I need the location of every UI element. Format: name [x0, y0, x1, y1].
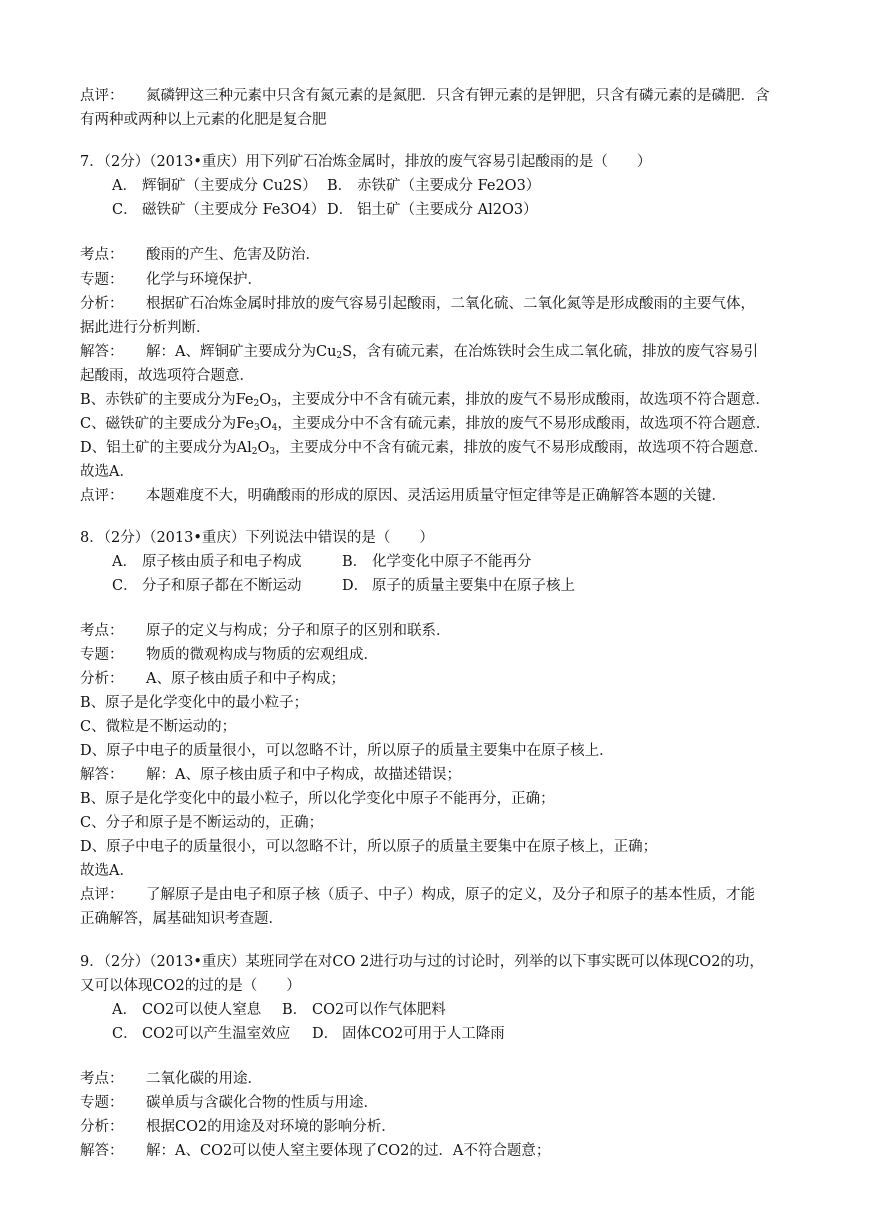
option-text: CO2可以作气体肥料	[312, 1002, 446, 1018]
zhuanti-row	[80, 270, 262, 290]
jieda-text: 解：A、CO2可以使人窒主要体现了CO2的过．A不符合题意；	[146, 1143, 551, 1159]
jieda-text: 解：A、辉铜矿主要成分为Cu	[146, 344, 337, 360]
option-text: 辉铜矿（主要成分 Cu2S）	[142, 178, 317, 194]
jieda-text: 起酸雨，故选项符合题意．	[80, 368, 254, 384]
fenxi-text: D、原子中电子的质量很小，可以忽略不计，所以原子的质量主要集中在原子核上．	[80, 743, 614, 759]
section-label: 分析：	[80, 671, 124, 687]
option-text: 铝土矿（主要成分 Al2O3）	[357, 202, 538, 218]
option-text: 原子核由质子和电子构成	[142, 554, 302, 570]
zhuanti-row	[80, 645, 378, 665]
section-label: 点评：	[80, 887, 124, 903]
subscript: 2	[251, 447, 258, 457]
fenxi-text: 据此进行分析判断．	[80, 320, 211, 336]
option-text: 赤铁矿（主要成分 Fe2O3）	[357, 178, 541, 194]
section-label: 专题：	[80, 1095, 124, 1111]
jieda-line	[80, 414, 770, 434]
fenxi-text: B、原子是化学变化中的最小粒子；	[80, 695, 309, 711]
jieda-text: O	[257, 440, 270, 456]
jieda-text: ，主要成分中不含有硫元素，排放的废气不易形成酸雨，故选项不符合题意．	[275, 440, 769, 456]
jieda-text: B、赤铁矿的主要成分为Fe	[80, 392, 254, 408]
dianping-row	[80, 885, 755, 905]
subscript: 2	[253, 399, 260, 409]
dianping-text: 本题难度不大，明确酸雨的形成的原因、灵活运用质量守恒定律等是正确解答本题的关键．	[146, 488, 726, 504]
section-label: 专题：	[80, 647, 124, 663]
option-text: CO2可以使人窒息	[142, 1002, 262, 1018]
option-letter: A．	[112, 178, 137, 194]
jieda-text: ，主要成分中不含有硫元素，排放的废气不易形成酸雨，故选项不符合题意．	[277, 416, 771, 432]
option-letter: D．	[327, 202, 354, 218]
option-letter: D．	[342, 578, 369, 594]
dianping-row	[80, 486, 726, 506]
section-label: 解答：	[80, 767, 124, 783]
zhuanti-text: 化学与环境保护．	[146, 272, 262, 288]
section-label: 考点：	[80, 247, 124, 263]
option-text: CO2可以产生温室效应	[142, 1026, 291, 1042]
jieda-text: D、原子中电子的质量很小，可以忽略不计，所以原子的质量主要集中在原子核上，正确；	[80, 839, 658, 855]
jieda-row	[80, 342, 758, 362]
jieda-text: C、磁铁矿的主要成分为Fe	[80, 416, 254, 432]
option-row	[112, 176, 540, 196]
zhuanti-text: 碳单质与含碳化合物的性质与用途．	[146, 1095, 378, 1111]
subscript: 3	[253, 423, 260, 433]
option-letter: D．	[312, 1026, 339, 1042]
option-text: 原子的质量主要集中在原子核上	[372, 578, 575, 594]
option-letter: C．	[112, 202, 138, 218]
answer-line: 故选A．	[80, 863, 134, 879]
option-text: 固体CO2可用于人工降雨	[342, 1026, 505, 1042]
kaodian-row	[80, 1069, 262, 1089]
option-row	[112, 576, 575, 596]
option-text: 化学变化中原子不能再分	[372, 554, 532, 570]
section-label: 解答：	[80, 1143, 124, 1159]
option-row	[112, 1024, 505, 1044]
section-label: 考点：	[80, 1071, 124, 1087]
subscript: 4	[271, 423, 278, 433]
jieda-text: C、分子和原子是不断运动的，正确；	[80, 815, 324, 831]
option-text: 分子和原子都在不断运动	[142, 578, 302, 594]
option-letter: B．	[342, 554, 368, 570]
option-letter: B．	[282, 1002, 308, 1018]
fenxi-row	[80, 669, 345, 689]
zhuanti-text: 物质的微观构成与物质的宏观组成．	[146, 647, 378, 663]
jieda-row	[80, 1141, 550, 1161]
jieda-text: S，含有硫元素，在冶炼铁时会生成二氧化硫，排放的废气容易引	[342, 344, 759, 360]
jieda-text: 解：A、原子核由质子和中子构成，故描述错误；	[146, 767, 461, 783]
fenxi-row	[80, 294, 755, 314]
kaodian-text: 二氧化碳的用途．	[146, 1071, 262, 1087]
kaodian-text: 酸雨的产生、危害及防治．	[146, 247, 320, 263]
comment-text: 氮磷钾这三种元素中只含有氮元素的是氮肥．只含有钾元素的是钾肥，只含有磷元素的是磷肥．含	[146, 88, 770, 104]
dianping-text: 了解原子是由电子和原子核（质子、中子）构成，原子的定义，及分子和原子的基本性质，才能	[146, 887, 755, 903]
fenxi-row	[80, 1117, 396, 1137]
kaodian-row	[80, 245, 320, 265]
jieda-text: O	[259, 392, 272, 408]
section-label: 分析：	[80, 296, 124, 312]
dianping-text: 正确解答，属基础知识考查题．	[80, 911, 283, 927]
fenxi-text: 根据矿石冶炼金属时排放的废气容易引起酸雨，二氧化硫、二氧化氮等是形成酸雨的主要气体，	[146, 296, 755, 312]
comment-text: 有两种或两种以上元素的化肥是复合肥	[80, 112, 327, 128]
question-stem: 又可以体现CO2的过的是（ ）	[80, 978, 301, 994]
option-row	[112, 200, 538, 220]
option-text: 磁铁矿（主要成分 Fe3O4）	[142, 202, 326, 218]
jieda-row	[80, 765, 461, 785]
kaodian-row	[80, 621, 451, 641]
jieda-text: O	[259, 416, 272, 432]
option-row	[112, 552, 532, 572]
subscript: 2	[336, 351, 343, 361]
option-letter: C．	[112, 1026, 138, 1042]
section-label: 分析：	[80, 1119, 124, 1135]
jieda-line	[80, 438, 768, 458]
fenxi-text: 根据CO2的用途及对环境的影响分析．	[146, 1119, 396, 1135]
fenxi-text: C、微粒是不断运动的；	[80, 719, 237, 735]
section-label: 专题：	[80, 272, 124, 288]
option-letter: A．	[112, 554, 137, 570]
jieda-text: ，主要成分中不含有硫元素，排放的废气不易形成酸雨，故选项不符合题意．	[276, 392, 770, 408]
option-row	[112, 1000, 446, 1020]
question-stem: 9．（2分）（2013•重庆）某班同学在对CO 2进行功与过的讨论时，列举的以下事实既可以体现CO2的功，	[80, 954, 764, 970]
jieda-text: B、原子是化学变化中的最小粒子，所以化学变化中原子不能再分，正确；	[80, 791, 555, 807]
question-stem: 7．（2分）（2013•重庆）用下列矿石冶炼金属时，排放的废气容易引起酸雨的是（ ）	[80, 154, 652, 170]
option-letter: C．	[112, 578, 138, 594]
jieda-line	[80, 390, 770, 410]
subscript: 3	[269, 447, 276, 457]
section-label: 解答：	[80, 344, 124, 360]
kaodian-text: 原子的定义与构成；分子和原子的区别和联系．	[146, 623, 451, 639]
subscript: 3	[271, 399, 277, 409]
question-stem: 8．（2分）（2013•重庆）下列说法中错误的是（ ）	[80, 530, 434, 546]
option-letter: B．	[327, 178, 353, 194]
section-label: 点评：	[80, 88, 124, 104]
answer-line: 故选A．	[80, 464, 134, 480]
jieda-text: D、铝土矿的主要成分为Al	[80, 440, 252, 456]
zhuanti-row	[80, 1093, 378, 1113]
comment-line	[80, 86, 770, 106]
option-letter: A．	[112, 1002, 137, 1018]
section-label: 考点：	[80, 623, 124, 639]
section-label: 点评：	[80, 488, 124, 504]
fenxi-text: A、原子核由质子和中子构成；	[146, 671, 345, 687]
